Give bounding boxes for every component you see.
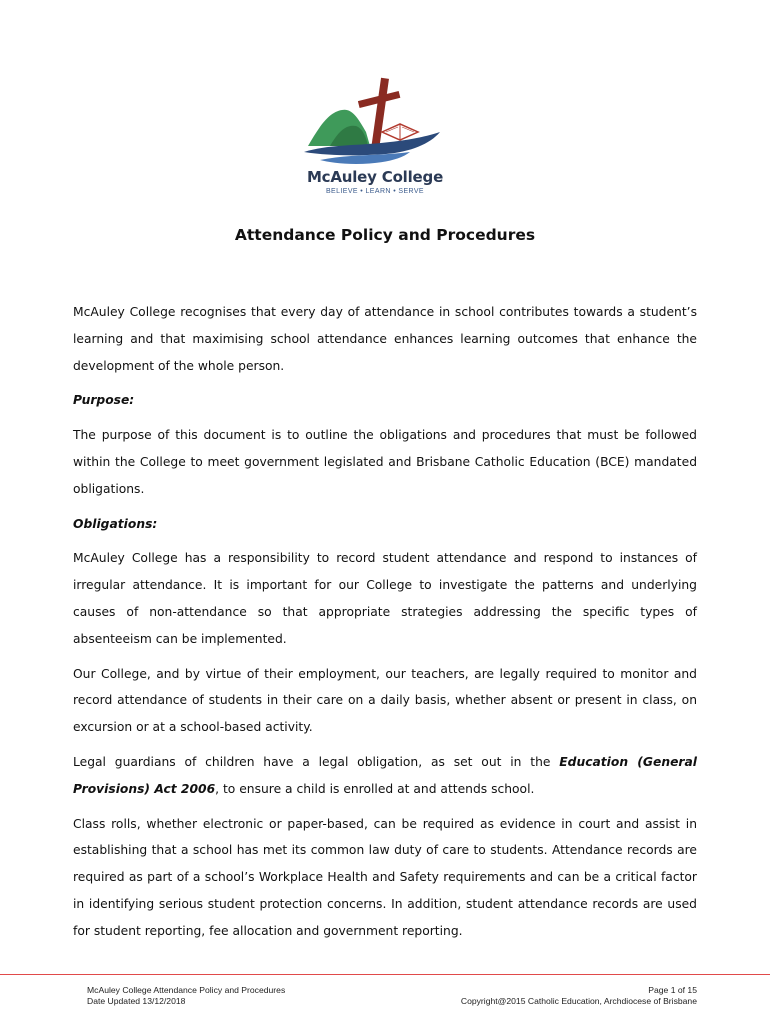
obligations-paragraph-4: Class rolls, whether electronic or paper-based, can be required as evidence in court and assist in establishing that a school has met its common law duty of care to students. Attendance records are required as part of a school’s Workplace Health and Safety requirements and can be a critical factor in identifying serious student protection concerns. In addition, student attendance records are used for student reporting, fee allocation and government reporting.	[73, 816, 697, 938]
document-title: Attendance Policy and Procedures	[234, 226, 536, 244]
footer-divider	[0, 974, 770, 975]
logo-motto: BELIEVE • LEARN • SERVE	[325, 188, 424, 195]
college-logo	[300, 74, 450, 204]
logo-emblem-icon	[300, 74, 450, 169]
obligations-p3-post: , to ensure a child is enrolled at and attends school.	[215, 781, 535, 796]
purpose-heading: Purpose:	[73, 393, 135, 408]
obligations-paragraph-2: Our College, and by virtue of their employment, our teachers, are legally required to monitor and record attendance of students in their care on a daily basis, whether absent or present in class, on excursion or at a school-based activity.	[73, 666, 697, 735]
logo-college-name: McAuley College	[306, 168, 444, 186]
intro-paragraph: McAuley College recognises that every day of attendance in school contributes towards a student’s learning and that maximising school attendance enhances learning outcomes that enhance the development of the whole person.	[73, 305, 697, 373]
act-reference: Education (General Provisions) Act 2006	[73, 754, 697, 796]
footer-doc-name: McAuley College Attendance Policy and Procedures	[87, 985, 286, 995]
purpose-paragraph: The purpose of this document is to outline the obligations and procedures that must be followed within the College to meet government legislated and Brisbane Catholic Education (BCE) mandated obligations.	[73, 428, 697, 496]
obligations-p3-pre: Legal guardians of children have a legal obligation, as set out in the	[73, 754, 560, 769]
obligations-heading: Obligations:	[73, 516, 158, 531]
footer-left	[87, 985, 285, 1007]
footer-page-number: Page 1 of 15	[648, 985, 697, 995]
obligations-paragraph-1: McAuley College has a responsibility to record student attendance and respond to instances of irregular attendance. It is important for our College to investigate the patterns and underlying causes of non-attendance so that appropriate strategies addressing the specific types of absenteeism can be implemented.	[73, 551, 697, 646]
footer-copyright: Copyright@2015 Catholic Education, Archdiocese of Brisbane	[460, 996, 697, 1006]
footer-right	[461, 985, 697, 1007]
footer-date-updated: Date Updated 13/12/2018	[87, 996, 186, 1006]
document-body	[73, 299, 697, 953]
obligations-paragraph-3	[73, 749, 697, 803]
